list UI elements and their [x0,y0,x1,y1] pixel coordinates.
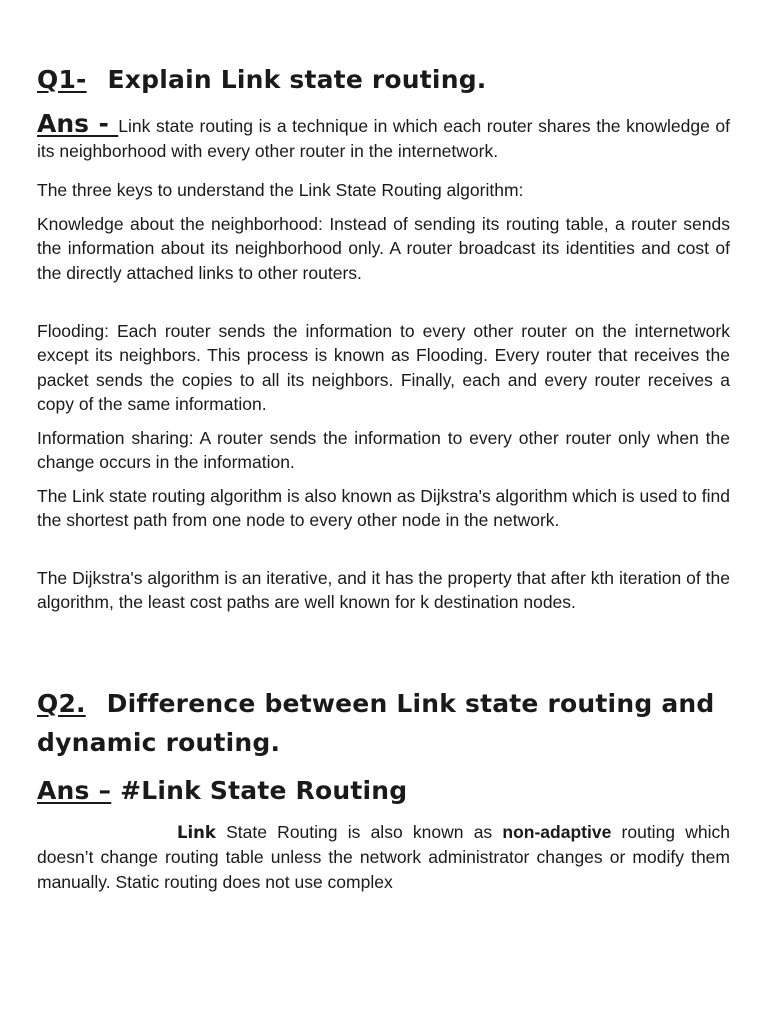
q2-heading [37,684,730,762]
q2-title: Difference between Link state routing and dynamic routing. [37,689,715,757]
q2-paragraph-text-2: routing which doesn’t change routing table unless the network administrator changes or modify them manually. Static routing does not use complex [37,822,730,892]
q2-answer-heading [37,771,730,810]
q1-paragraph-information-sharing: Information sharing: A router sends the information to every other router only when the change occurs in the information. [37,428,730,473]
q1-paragraph-flooding: Flooding: Each router sends the information to every other router on the internetwork except its neighbors. This process is known as Flooding. Every router that receives the packet sends the copies to all its neighbors. Finally, each and every router receives a copy of the same information. [37,321,730,414]
q1-paragraph-dijkstra: The Link state routing algorithm is also known as Dijkstra's algorithm which is used to find the shortest path from one node to every other node in the network. [37,486,730,531]
q2-number: Q2. [37,689,86,718]
q1-number: Q1- [37,65,87,94]
q1-title: Explain Link state routing. [107,65,487,94]
q1-paragraph-iteration: The Dijkstra's algorithm is an iterative, and it has the property that after kth iteration of the algorithm, the least cost paths are well known for k destination nodes. [37,568,730,613]
q2-paragraph-first-word: Link [177,823,216,842]
q2-paragraph-text-1: State Routing is also known as [215,822,503,842]
q1-paragraph-keys: The three keys to understand the Link State Routing algorithm: [37,180,524,200]
q1-answer-intro [37,109,730,163]
q1-answer-text: Link state routing is a technique in which each router shares the knowledge of its neighborhood with every other router in the internetwork. [37,116,730,161]
q2-paragraph-link-state [37,820,730,894]
q2-answer-label: Ans – [37,776,112,805]
q2-answer-subtitle: #Link State Routing [111,776,408,805]
q1-heading [37,60,487,99]
q1-paragraph-knowledge: Knowledge about the neighborhood: Instead of sending its routing table, a router sends the information about its neighborhood only. A router broadcast its identities and cost of the directly attached links to other routers. [37,214,730,283]
q1-answer-label: Ans - [37,109,119,138]
q2-paragraph-bold-term: non-adaptive [502,822,612,842]
